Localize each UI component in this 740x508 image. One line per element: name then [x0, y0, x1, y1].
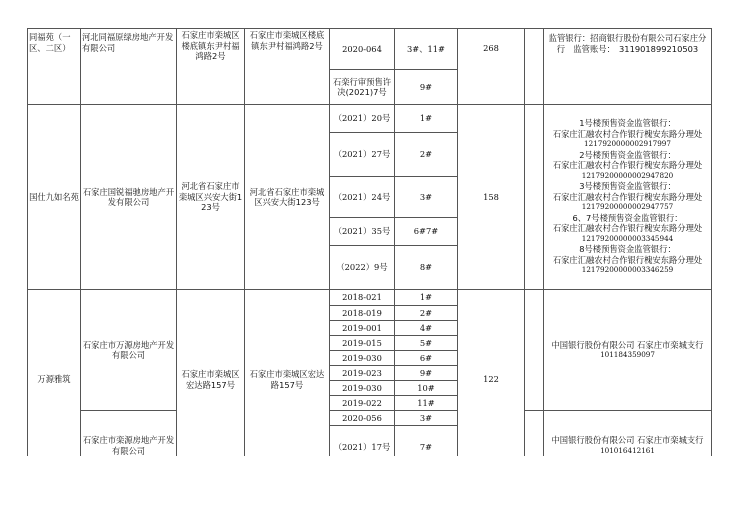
bank-cell: [544, 105, 712, 290]
address-cell: 石家庄市栾城区宏达路157号: [245, 290, 330, 470]
spacer-cell: [525, 105, 544, 290]
units-cell: 122: [458, 290, 525, 470]
project-name-cell: 万源雅筑: [28, 290, 81, 470]
account-number: 1217920000002917997: [584, 139, 671, 149]
bank-cell: 监管银行：招商银行股份有限公司石家庄分行 监管账号： 311901899210503: [544, 29, 712, 105]
building-cell: 6#: [395, 351, 458, 366]
building-cell: 1#: [395, 105, 458, 133]
permit-number-cell: 2019-001: [330, 321, 395, 336]
building-cell: 9#: [395, 70, 458, 105]
building-cell: 7#: [395, 426, 458, 470]
building-cell: 9#: [395, 366, 458, 381]
building-cell: 8#: [395, 246, 458, 290]
building-cell: 1#: [395, 290, 458, 306]
bank-line: 石家庄汇融农村合作银行槐安东路分理处: [552, 223, 703, 234]
bank-line: 2号楼预售资金监管银行：: [579, 149, 676, 160]
developer-cell: 石家庄市万源房地产开发有限公司: [81, 290, 177, 411]
permit-number-cell: 2019-030: [330, 351, 395, 366]
bank-line: 中国银行股份有限公司 石家庄市栾城支行: [551, 435, 704, 445]
presale-permit-table: [27, 28, 712, 470]
building-cell: 3#: [395, 411, 458, 426]
permit-number-cell: （2021）24号: [330, 177, 395, 218]
page-bottom-margin: [0, 456, 740, 508]
address-cell: 河北省石家庄市栾城区兴安大街123号: [245, 105, 330, 290]
developer-cell: 石家庄国锐福驰房地产开发有限公司: [81, 105, 177, 290]
permit-number-cell: 2019-022: [330, 396, 395, 411]
building-cell: 5#: [395, 336, 458, 351]
developer-cell: 石家庄市栾源房地产开发有限公司: [81, 411, 177, 470]
permit-number-cell: （2021）27号: [330, 133, 395, 177]
permit-number-cell: 2019-030: [330, 381, 395, 396]
developer-cell: 河北同福原绿房地产开发有限公司: [81, 29, 177, 105]
account-number: 12179200000003346259: [581, 265, 674, 275]
building-cell: 2#: [395, 306, 458, 321]
account-number: 12179200000002947757: [581, 202, 674, 212]
permit-number-cell: 2018-019: [330, 306, 395, 321]
location-cell: 石家庄市栾城区宏达路157号: [177, 290, 245, 470]
permit-number-cell: （2021）35号: [330, 218, 395, 246]
account-number: 12179200000002947820: [581, 170, 674, 180]
permit-number-cell: （2021）17号: [330, 426, 395, 470]
bank-line: 1号楼预售资金监管银行：: [579, 118, 676, 129]
permit-number-cell: 2020-056: [330, 411, 395, 426]
permit-number-cell: 2019-023: [330, 366, 395, 381]
bank-line: 石家庄汇融农村合作银行槐安东路分理处: [552, 254, 703, 265]
location-cell: 石家庄市栾城区楼底镇东尹村福鸿路2号: [177, 29, 245, 105]
permit-number-cell: （2021）20号: [330, 105, 395, 133]
table-row: [28, 411, 712, 426]
account-number: 101184359097: [600, 350, 655, 359]
units-cell: 158: [458, 105, 525, 290]
permit-number-cell: 2018-021: [330, 290, 395, 306]
account-number: 12179200000003345944: [581, 233, 674, 243]
building-cell: 3#: [395, 177, 458, 218]
permit-number-cell: 2020-064: [330, 29, 395, 70]
building-cell: 4#: [395, 321, 458, 336]
table-row: [28, 29, 712, 70]
building-cell: 3#、11#: [395, 29, 458, 70]
table-row: [28, 105, 712, 133]
bank-line: 3号楼预售资金监管银行：: [579, 181, 676, 192]
spacer-cell: [525, 290, 544, 411]
spacer-cell: [525, 29, 544, 105]
permit-number-cell: 2019-015: [330, 336, 395, 351]
table-row: [28, 290, 712, 306]
bank-line: 8号楼预售资金监管银行：: [579, 244, 676, 255]
location-cell: 河北省石家庄市栾城区兴安大街123号: [177, 105, 245, 290]
bank-line: 石家庄汇融农村合作银行槐安东路分理处: [552, 128, 703, 139]
account-number: 101016412161: [600, 445, 655, 455]
bank-line: 中国银行股份有限公司 石家庄市栾城支行: [551, 339, 704, 350]
building-cell: 10#: [395, 381, 458, 396]
project-name-cell: 国仕九如名苑: [28, 105, 81, 290]
bank-line: 石家庄汇融农村合作银行槐安东路分理处: [552, 160, 703, 171]
units-cell: 268: [458, 29, 525, 105]
address-cell: 石家庄市栾城区楼底镇东尹村福鸿路2号: [245, 29, 330, 105]
bank-cell: [544, 290, 712, 411]
bank-line: 石家庄汇融农村合作银行槐安东路分理处: [552, 191, 703, 202]
permit-number-cell: 石栾行审预售许决(2021)7号: [330, 70, 395, 105]
project-name-cell: 同福苑（一区、二区）: [28, 29, 81, 105]
building-cell: 6#7#: [395, 218, 458, 246]
building-cell: 11#: [395, 396, 458, 411]
permit-number-cell: （2022）9号: [330, 246, 395, 290]
building-cell: 2#: [395, 133, 458, 177]
bank-line: 6、7号楼预售资金监管银行：: [572, 212, 683, 223]
